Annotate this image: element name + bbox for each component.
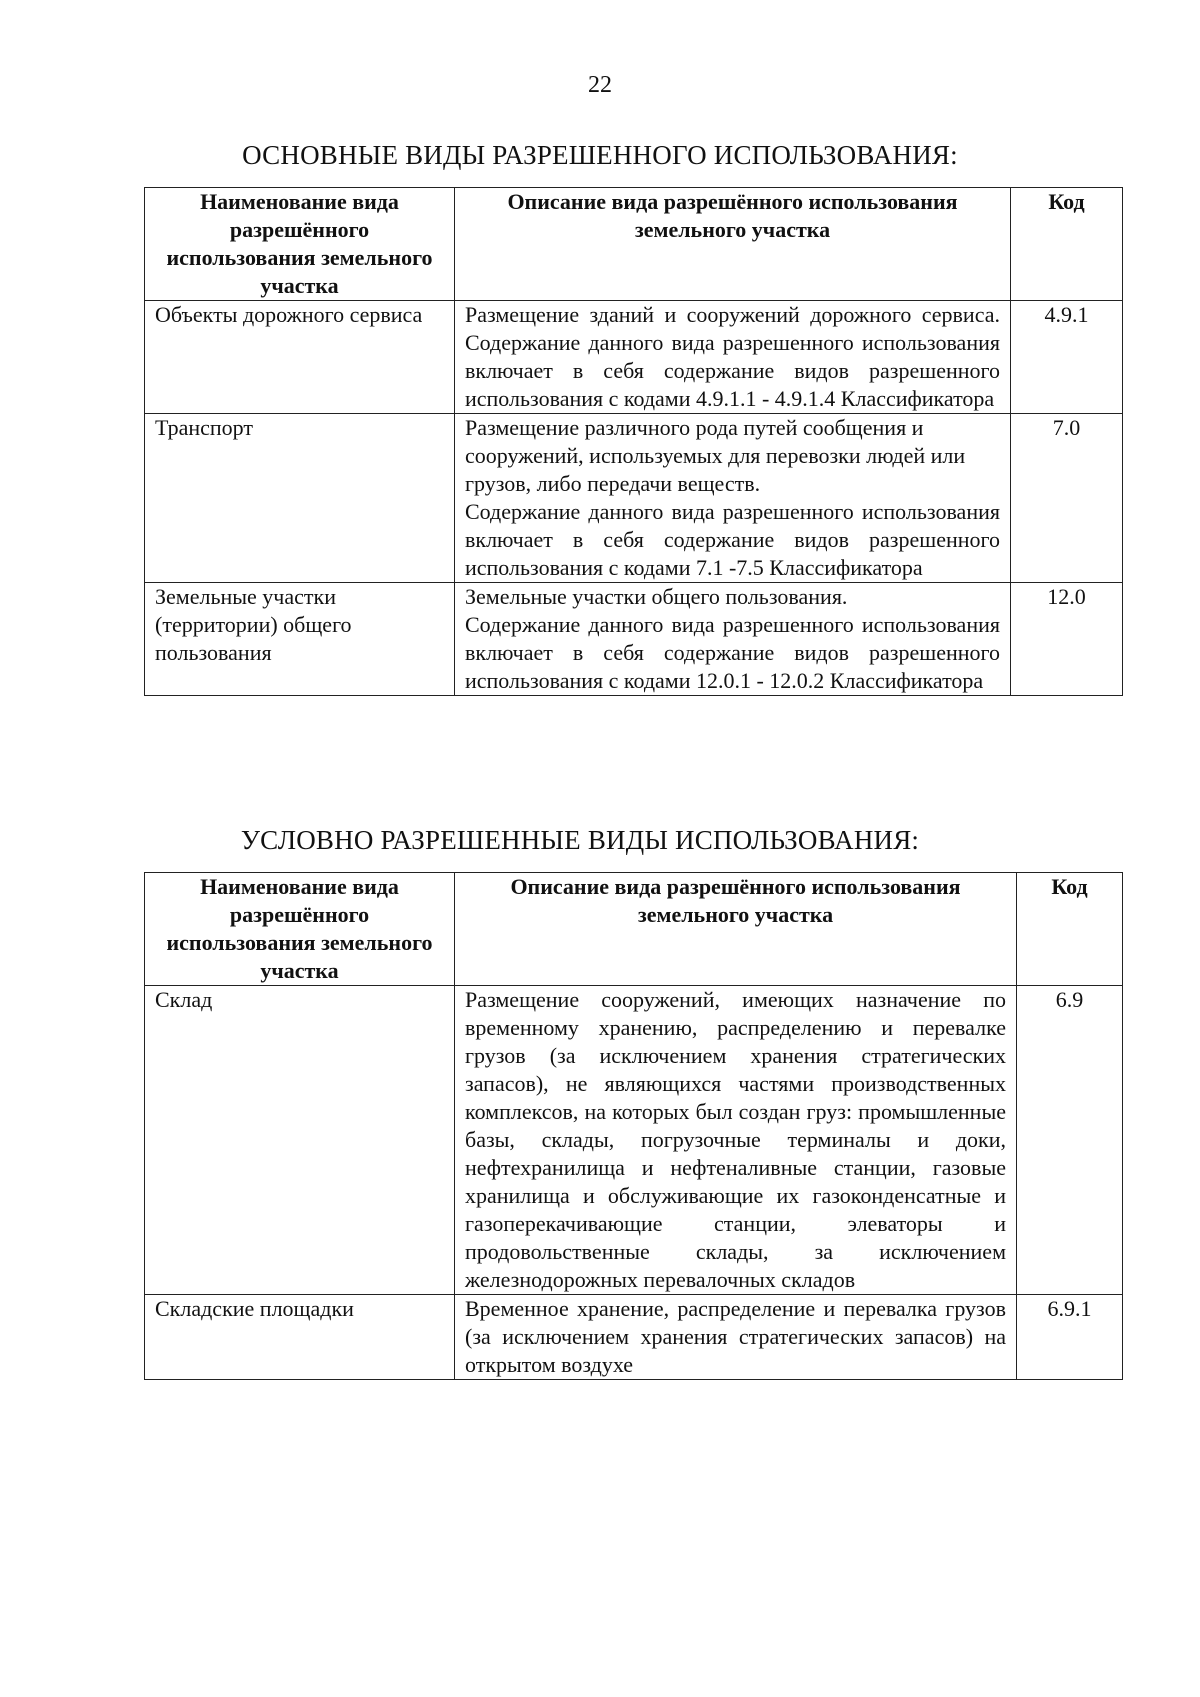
table-row <box>145 986 1123 1295</box>
section-title-main-uses: ОСНОВНЫЕ ВИДЫ РАЗРЕШЕННОГО ИСПОЛЬЗОВАНИЯ: <box>242 140 958 170</box>
description-paragraph: Размещение сооружений, имеющих назначение по временному хранению, распределению и перевалке грузов (за исключением хранения стратегических запасов), не являющихся частями производственных комплексов, на которых был создан груз: промышленные базы, склады, погрузочные терминалы и доки, нефтехранилища и нефтеналивные станции, газовые хранилища и обслуживающие их газоконденсатные и газоперекачивающие станции, элеваторы и продовольственные склады, за исключением железнодорожных перевалочных складов <box>465 987 1006 1292</box>
header-code: Код <box>1017 873 1123 986</box>
table-row <box>145 1295 1123 1380</box>
row-name: Транспорт <box>145 414 455 583</box>
description-paragraph: Содержание данного вида разрешенного использования включает в себя содержание видов разрешенного использования с кодами 12.0.1 - 12.0.2 Классификатора <box>465 612 1000 693</box>
description-paragraph: Содержание данного вида разрешенного использования включает в себя содержание видов разрешенного использования с кодами 7.1 -7.5 Классификатора <box>465 499 1000 580</box>
row-code: 6.9 <box>1017 986 1123 1295</box>
description-paragraph: Земельные участки общего пользования. <box>465 584 848 609</box>
conditional-uses-table <box>144 872 1123 1380</box>
main-uses-table <box>144 187 1123 696</box>
description-paragraph: Размещение различного рода путей сообщения и сооружений, используемых для перевозки людей или грузов, либо передачи веществ. <box>465 415 966 496</box>
row-code: 12.0 <box>1011 583 1123 696</box>
table-header-row <box>145 873 1123 986</box>
row-name: Складские площадки <box>145 1295 455 1380</box>
row-code: 4.9.1 <box>1011 301 1123 414</box>
row-code: 7.0 <box>1011 414 1123 583</box>
row-description <box>455 583 1011 696</box>
description-paragraph: Размещение зданий и сооружений дорожного сервиса. Содержание данного вида разрешенного использования включает в себя содержание видов разрешенного использования с кодами 4.9.1.1 - 4.9.1.4 Классификатора <box>465 302 1000 411</box>
header-description: Описание вида разрешённого использования земельного участка <box>455 873 1017 986</box>
row-description <box>455 414 1011 583</box>
header-code: Код <box>1011 188 1123 301</box>
row-name: Склад <box>145 986 455 1295</box>
description-paragraph: Временное хранение, распределение и перевалка грузов (за исключением хранения стратегических запасов) на открытом воздухе <box>465 1296 1006 1377</box>
row-description <box>455 301 1011 414</box>
header-name: Наименование вида разрешённого использования земельного участка <box>145 873 455 986</box>
row-description <box>455 1295 1017 1380</box>
row-name: Земельные участки (территории) общего пользования <box>145 583 455 696</box>
section-title-conditional-uses: УСЛОВНО РАЗРЕШЕННЫЕ ВИДЫ ИСПОЛЬЗОВАНИЯ: <box>240 825 920 855</box>
page-number: 22 <box>588 72 612 98</box>
table-header-row <box>145 188 1123 301</box>
table-row <box>145 414 1123 583</box>
row-code: 6.9.1 <box>1017 1295 1123 1380</box>
table-row <box>145 583 1123 696</box>
table-row <box>145 301 1123 414</box>
header-name: Наименование вида разрешённого использования земельного участка <box>145 188 455 301</box>
header-description: Описание вида разрешённого использования земельного участка <box>455 188 1011 301</box>
row-name: Объекты дорожного сервиса <box>145 301 455 414</box>
row-description <box>455 986 1017 1295</box>
